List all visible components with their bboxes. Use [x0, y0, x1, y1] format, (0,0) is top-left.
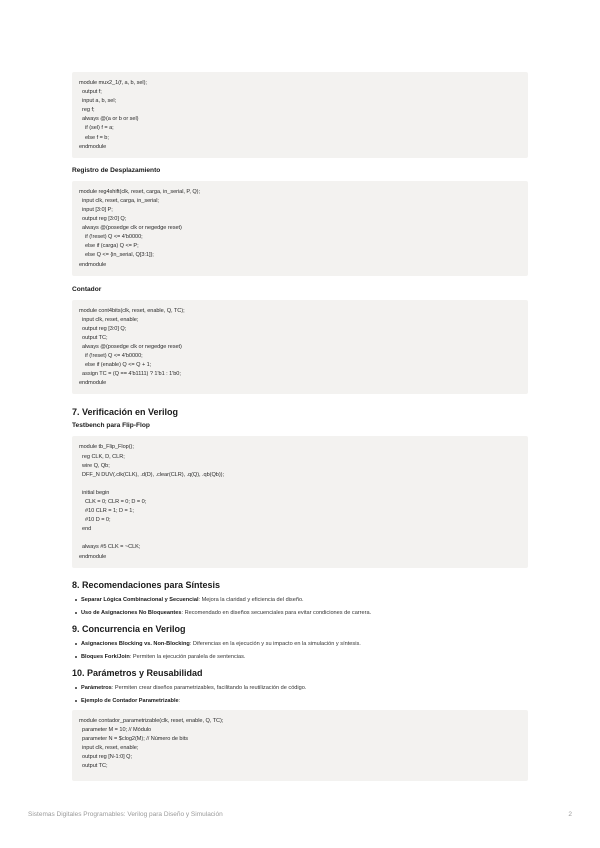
heading-testbench: Testbench para Flip-Flop: [72, 422, 150, 430]
list-item: Separar Lógica Combinacional y Secuencial: Mejora la claridad y eficiencia del diseño.: [81, 596, 528, 604]
heading-shift-register: Registro de Desplazamiento: [72, 166, 161, 174]
list-item: Uso de Asignaciones No Bloqueantes: Recomendado en diseños secuenciales para evitar condiciones de carrera.: [81, 609, 528, 617]
code-block-counter: module cont4bits(clk, reset, enable, Q, TC); input clk, reset, enable; output reg [3:0] Q; output TC; always @(posedge clk or negedge reset) if (!reset) Q <= 4'b0000; else if (enable) Q <= Q + 1; assign TC = (Q == 4'b1111) ? 1'b1 : 1'b0; endmodule: [72, 300, 528, 395]
code-block-param-counter: module contador_parametrizable(clk, reset, enable, Q, TC); parameter M = 10; // Módulo parameter N = $clog2(M); // Número de bits input clk, reset, enable; output reg [N-1:0] Q; output TC;: [72, 710, 528, 782]
list-item: Bloques Fork/Join: Permiten la ejecución paralela de sentencias.: [81, 653, 528, 661]
page-footer: [28, 811, 572, 818]
heading-counter: Contador: [72, 285, 102, 293]
page-number: 2: [568, 811, 572, 818]
footer-title: Sistemas Digitales Programables: Verilog para Diseño y Simulación: [28, 811, 223, 818]
section-9-title: 9. Concurrencia en Verilog: [72, 623, 186, 634]
code-block-shift-register: module reg4shift(clk, reset, carga, in_serial, P, Q); input clk, reset, carga, in_serial; input [3:0] P; output reg [3:0] Q; always @(posedge clk or negedge reset) if (!reset) Q <= 4'b0000; else if (carga) Q <= P; else Q <= {in_serial, Q[3:1]}; endmodule: [72, 181, 528, 276]
section-7-title: 7. Verificación en Verilog: [72, 407, 179, 418]
document-page: [72, 72, 528, 781]
list-item: Parámetros: Permiten crear diseños parametrizables, facilitando la reutilización de código.: [81, 684, 528, 692]
code-block-testbench: module tb_Flip_Flop(); reg CLK, D, CLR; wire Q, Qb; DFF_N DUV(.clk(CLK), .d(D), .clear(CLR), .q(Q), .qb(Qb)); initial begin CLK = 0; CLR = 0; D = 0; #10 CLR = 1; D = 1; #10 D = 0; end always #5 CLK = ~CLK; endmodule: [72, 436, 528, 567]
section-9-list: [72, 640, 528, 661]
list-item: Ejemplo de Contador Parametrizable:: [81, 697, 528, 705]
section-8-title: 8. Recomendaciones para Síntesis: [72, 579, 221, 590]
section-10-list: [72, 684, 528, 705]
code-block-mux: module mux2_1(f, a, b, sel); output f; input a, b, sel; reg f; always @(a or b or sel) if (sel) f = a; else f = b; endmodule: [72, 72, 528, 158]
section-10-title: 10. Parámetros y Reusabilidad: [72, 667, 203, 678]
section-8-list: [72, 596, 528, 617]
list-item: Asignaciones Blocking vs. Non-Blocking: Diferencias en la ejecución y su impacto en la simulación y síntesis.: [81, 640, 528, 648]
